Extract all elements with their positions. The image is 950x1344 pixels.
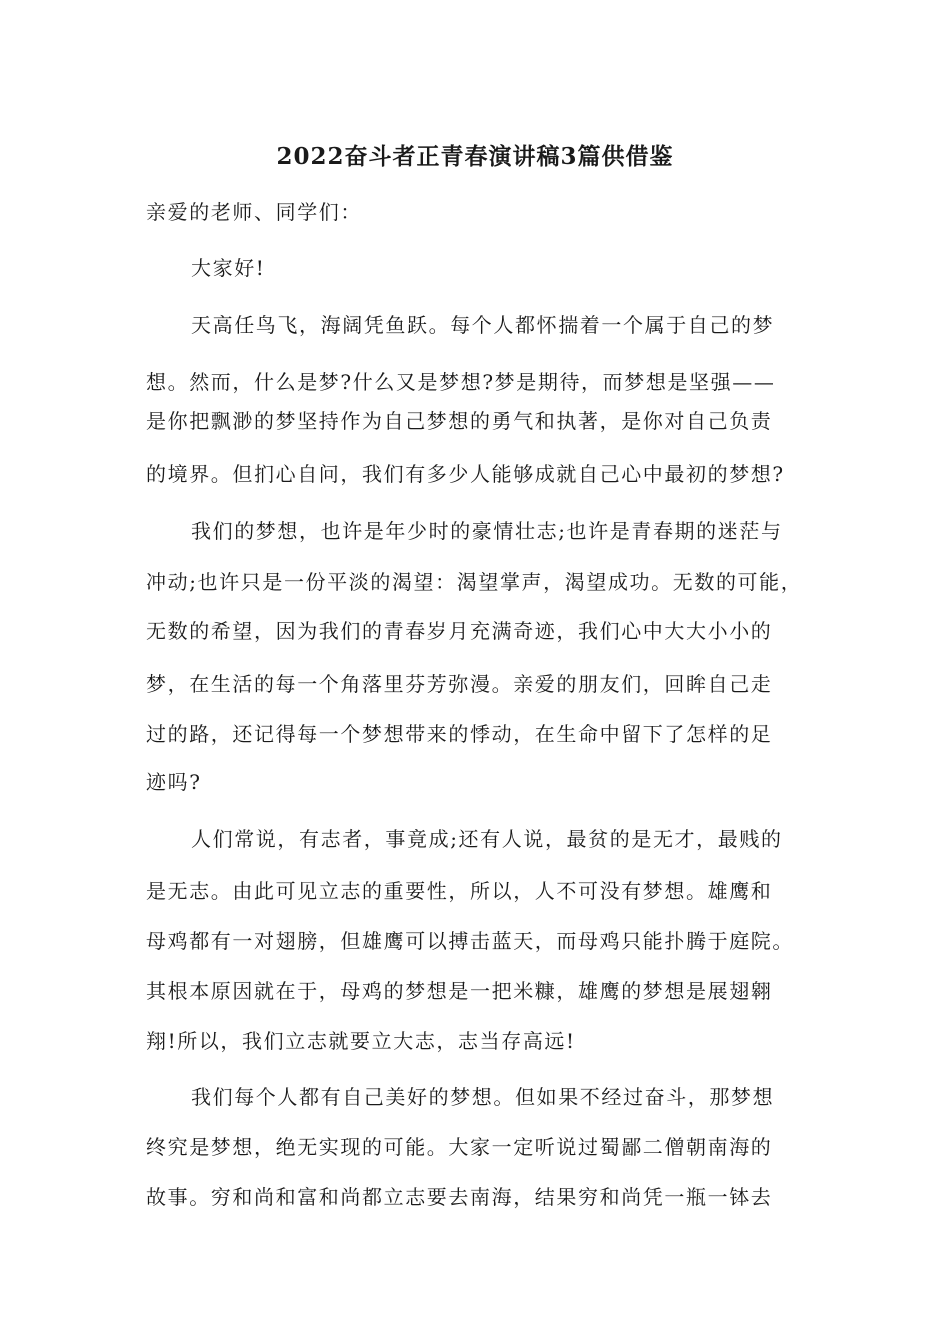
document-title: 2022奋斗者正青春演讲稿3篇供借鉴 (276, 143, 674, 170)
paragraph-line: 梦，在生活的每一个角落里芬芳弥漫。亲爱的朋友们，回眸自己走 (146, 672, 773, 696)
paragraph-line: 想。然而，什么是梦?什么又是梦想?梦是期待，而梦想是坚强—— (146, 370, 776, 394)
paragraph-line: 母鸡都有一对翅膀，但雄鹰可以搏击蓝天，而母鸡只能扑腾于庭院。 (146, 929, 794, 953)
paragraph-line: 终究是梦想，绝无实现的可能。大家一定听说过蜀鄙二僧朝南海的 (146, 1135, 773, 1159)
paragraph-line: 是无志。由此可见立志的重要性，所以，人不可没有梦想。雄鹰和 (146, 879, 773, 903)
paragraph-line: 我们的梦想，也许是年少时的豪情壮志;也许是青春期的迷茫与 (191, 519, 783, 543)
paragraph-line: 故事。穷和尚和富和尚都立志要去南海，结果穷和尚凭一瓶一钵去 (146, 1185, 773, 1209)
paragraph-line: 人们常说，有志者，事竟成;还有人说，最贫的是无才，最贱的 (191, 827, 783, 851)
paragraph-line: 我们每个人都有自己美好的梦想。但如果不经过奋斗，那梦想 (191, 1085, 775, 1109)
paragraph-line: 是你把飘渺的梦坚持作为自己梦想的勇气和执著，是你对自己负责 (146, 409, 773, 433)
salutation: 亲爱的老师、同学们： (146, 200, 362, 224)
paragraph-line: 天高任鸟飞，海阔凭鱼跃。每个人都怀揣着一个属于自己的梦 (191, 313, 775, 337)
paragraph-line: 过的路，还记得每一个梦想带来的悸动，在生命中留下了怎样的足 (146, 722, 773, 746)
paragraph-line: 翔!所以，我们立志就要立大志，志当存高远! (146, 1029, 576, 1053)
paragraph-line: 的境界。但扪心自问，我们有多少人能够成就自己心中最初的梦想? (146, 462, 785, 486)
greeting: 大家好! (191, 256, 266, 280)
paragraph-line: 无数的希望，因为我们的青春岁月充满奇迹，我们心中大大小小的 (146, 619, 773, 643)
paragraph-line: 冲动;也许只是一份平淡的渴望：渴望掌声，渴望成功。无数的可能， (146, 570, 803, 594)
paragraph-line: 其根本原因就在于，母鸡的梦想是一把米糠，雄鹰的梦想是展翅翱 (146, 979, 773, 1003)
paragraph-line: 迹吗? (146, 770, 202, 794)
